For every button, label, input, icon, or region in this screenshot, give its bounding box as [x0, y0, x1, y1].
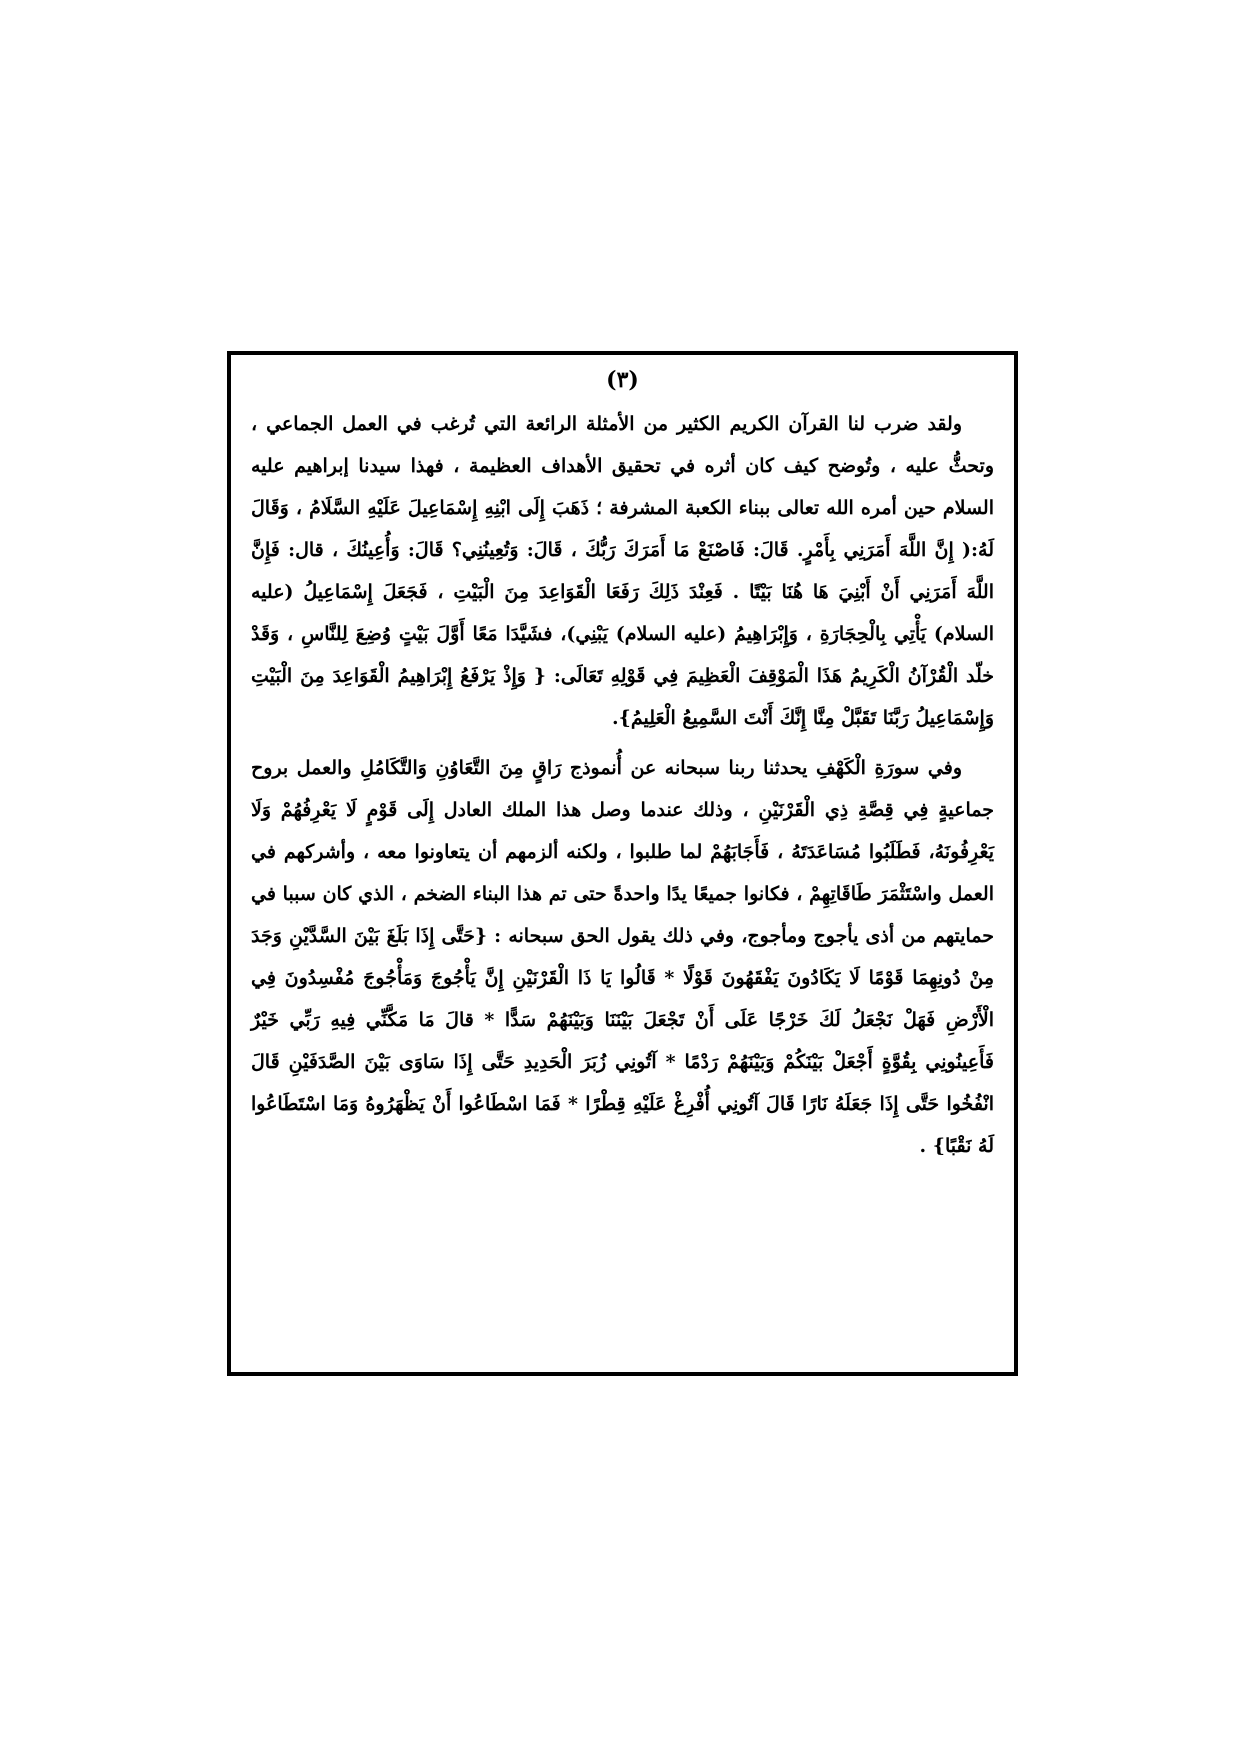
paragraph-dhul-qarnayn: وفي سورَةِ الْكَهْفِ يحدثنا ربنا سبحانه عن أُنموذج رَاقٍ مِنَ التَّعَاوُنِ وَالتَّكَامُلِ والعمل بروح جماعيةٍ فِي قِصَّةِ ذِي الْقَرْنَيْنِ ، وذلك عندما وصل هذا الملك العادل إِلَى قَوْمٍ لَا يَعْرِفُهُمْ وَلَا يَعْرِفُونَهُ، فَطَلَبُوا مُسَاعَدَتَهُ ، فَأَجَابَهُمْ لما طلبوا ، ولكنه ألزمهم أن يتعاونوا معه ، وأشركهم في العمل واسْتَثْمَرَ طَاقَاتِهِمْ ، فكانوا جميعًا يدًا واحدةً حتى تم هذا البناء الضخم ، الذي كان سببا في حمايتهم من أذى يأجوج ومأجوج، وفي ذلك يقول الحق سبحانه : {حَتَّى إِذَا بَلَغَ بَيْنَ السَّدَّيْنِ وَجَدَ مِنْ دُونِهِمَا قَوْمًا لَا يَكَادُونَ يَفْقَهُونَ قَوْلًا * قَالُوا يَا ذَا الْقَرْنَيْنِ إِنَّ يَأْجُوجَ وَمَأْجُوجَ مُفْسِدُونَ فِي الْأَرْضِ فَهَلْ نَجْعَلُ لَكَ خَرْجًا عَلَى أَنْ تَجْعَلَ بَيْنَنَا وَبَيْنَهُمْ سَدًّا * قالَ مَا مَكَّنِّي فِيهِ رَبِّي خَيْرٌ فَأَعِينُونِي بِقُوَّةٍ أَجْعَلْ بَيْنَكُمْ وَبَيْنَهُمْ رَدْمًا * آتُونِي زُبَرَ الْحَدِيدِ حَتَّى إِذَا سَاوَى بَيْنَ الصَّدَفَيْنِ قَالَ انْفُخُوا حَتَّى إِذَا جَعَلَهُ نَارًا قَالَ آتُونِي أُفْرِغْ عَلَيْهِ قِطْرًا * فَمَا اسْطَاعُوا أَنْ يَظْهَرُوهُ وَمَا اسْتَطَاعُوا لَهُ نَقْبًا} .	[251, 757, 994, 1157]
page-frame	[227, 351, 1018, 1376]
page-number: (٣)	[606, 367, 639, 393]
paragraph-ibrahim-kaaba: ولقد ضرب لنا القرآن الكريم الكثير من الأمثلة الرائعة التي تُرغب في العمل الجماعي ، وتحثُّ عليه ، وتُوضح كيف كان أثره في تحقيق الأهداف العظيمة ، فهذا سيدنا إبراهيم عليه السلام حين أمره الله تعالى ببناء الكعبة المشرفة ؛ ذَهَبَ إِلَى ابْنِهِ إِسْمَاعِيلَ عَلَيْهِ السَّلَامُ ، وَقَالَ لَهُ:( إِنَّ اللَّهَ أَمَرَنِي بِأَمْرٍ. قَالَ: فَاصْنَعْ مَا أَمَرَكَ رَبُّكَ ، قَالَ: وَتُعِينُنِي؟ قَالَ: وَأُعِينُكَ ، قال: فَإِنَّ اللَّهَ أَمَرَنِي أَنْ أَبْنِيَ هَا هُنَا بَيْتًا . فَعِنْدَ ذَلِكَ رَفَعَا الْقَوَاعِدَ مِنَ الْبَيْتِ ، فَجَعَلَ إِسْمَاعِيلُ (عليه السلام) يَأْتِي بِالْحِجَارَةِ ، وَإِبْرَاهِيمُ (عليه السلام) يَبْنِي)، فشَيَّدَا مَعًا أَوَّلَ بَيْتٍ وُضِعَ لِلنَّاسِ ، وَقَدْ خلّد الْقُرْآنُ الْكَرِيمُ هَذَا الْمَوْقِفَ الْعَظِيمَ فِي قَوْلِهِ تَعَالَى: { وَإِذْ يَرْفَعُ إِبْرَاهِيمُ الْقَوَاعِدَ مِنَ الْبَيْتِ وَإِسْمَاعِيلُ رَبَّنَا تَقَبَّلْ مِنَّا إِنَّكَ أَنْتَ السَّمِيعُ الْعَلِيمُ}.	[251, 413, 994, 729]
page-content	[251, 403, 994, 1175]
